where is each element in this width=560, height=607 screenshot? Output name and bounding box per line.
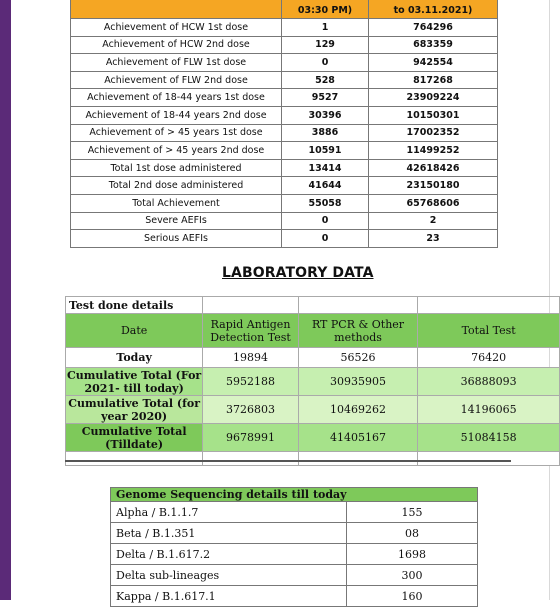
row-cumulative: 23150180	[369, 177, 498, 195]
row-today: 55058	[282, 194, 369, 212]
table-row	[66, 368, 560, 396]
row-label: Cumulative Total (For 2021- till today)	[67, 368, 202, 395]
row-rtpcr: 30935905	[298, 368, 418, 396]
laboratory-caption-row	[66, 297, 560, 314]
row-total: 76420	[418, 348, 560, 368]
row-label: Total Achievement	[71, 194, 282, 212]
variant-name: Alpha / B.1.1.7	[111, 502, 347, 523]
table-row	[71, 212, 498, 230]
table-row	[71, 230, 498, 248]
row-label: Today	[66, 348, 203, 368]
row-cumulative: 2	[369, 212, 498, 230]
variant-name: Beta / B.1.351	[111, 523, 347, 544]
table-row	[111, 565, 478, 586]
row-label: Achievement of 18-44 years 1st dose	[71, 89, 282, 107]
row-total: 51084158	[418, 424, 560, 452]
laboratory-table	[65, 296, 560, 466]
row-cumulative: 942554	[369, 54, 498, 72]
row-cumulative: 23909224	[369, 89, 498, 107]
variant-count: 1698	[347, 544, 478, 565]
row-today: 41644	[282, 177, 369, 195]
variant-count: 155	[347, 502, 478, 523]
row-cumulative: 65768606	[369, 194, 498, 212]
row-label: Severe AEFIs	[71, 212, 282, 230]
row-today: 0	[282, 212, 369, 230]
row-label: Total 2nd dose administered	[71, 177, 282, 195]
row-label: Achievement of FLW 1st dose	[71, 54, 282, 72]
variant-count: 300	[347, 565, 478, 586]
row-total: 36888093	[418, 368, 560, 396]
table-row	[71, 89, 498, 107]
row-today: 129	[282, 36, 369, 54]
variant-count: 08	[347, 523, 478, 544]
variant-name: Delta / B.1.617.2	[111, 544, 347, 565]
laboratory-data-title: LABORATORY DATA	[222, 265, 374, 281]
table-row	[111, 502, 478, 523]
vaccination-table	[70, 0, 498, 248]
row-total: 14196065	[418, 396, 560, 424]
row-label: Cumulative Total (for year 2020)	[66, 396, 203, 424]
spacer-row	[66, 452, 560, 466]
genome-header-row	[111, 488, 478, 502]
row-label: Cumulative Total (Tilldate)	[66, 424, 203, 452]
row-today: 1	[282, 19, 369, 37]
row-today: 0	[282, 230, 369, 248]
genome-title: Genome Sequencing details till today	[111, 488, 478, 502]
table-row	[71, 159, 498, 177]
table-row	[71, 177, 498, 195]
row-today: 3886	[282, 124, 369, 142]
laboratory-header-row	[66, 314, 560, 348]
column-header-rapid-antigen: Rapid Antigen Detection Test	[203, 314, 298, 348]
table-row	[71, 54, 498, 72]
column-header-rt-pcr: RT PCR & Other methods	[298, 314, 418, 348]
vaccination-header-label	[71, 0, 282, 19]
table-row	[111, 586, 478, 607]
table-row	[66, 348, 560, 368]
row-today: 10591	[282, 142, 369, 160]
table-row	[66, 424, 560, 452]
row-label: Achievement of HCW 1st dose	[71, 19, 282, 37]
left-border-line	[0, 0, 11, 600]
row-rtpcr: 10469262	[298, 396, 418, 424]
row-rapid: 19894	[203, 348, 298, 368]
vaccination-header-cumulative: to 03.11.2021)	[369, 0, 498, 19]
empty-cell	[298, 452, 418, 466]
row-label: Achievement of > 45 years 1st dose	[71, 124, 282, 142]
genome-table	[110, 487, 478, 607]
empty-cell	[418, 452, 560, 466]
row-rapid: 9678991	[203, 424, 298, 452]
row-label: Achievement of HCW 2nd dose	[71, 36, 282, 54]
row-today: 0	[282, 54, 369, 72]
row-label: Total 1st dose administered	[71, 159, 282, 177]
table-row	[71, 19, 498, 37]
row-label: Serious AEFIs	[71, 230, 282, 248]
row-today: 30396	[282, 106, 369, 124]
table-row	[66, 396, 560, 424]
table-row	[71, 142, 498, 160]
row-rtpcr: 41405167	[298, 424, 418, 452]
row-today: 13414	[282, 159, 369, 177]
row-cumulative: 23	[369, 230, 498, 248]
row-label: Achievement of FLW 2nd dose	[71, 71, 282, 89]
row-rapid: 3726803	[203, 396, 298, 424]
empty-cell	[418, 297, 560, 314]
row-label: Achievement of 18-44 years 2nd dose	[71, 106, 282, 124]
variant-count: 160	[347, 586, 478, 607]
empty-cell	[298, 297, 418, 314]
laboratory-caption: Test done details	[66, 297, 203, 314]
row-cumulative: 11499252	[369, 142, 498, 160]
row-today: 9527	[282, 89, 369, 107]
variant-name: Kappa / B.1.617.1	[111, 586, 347, 607]
row-cumulative: 17002352	[369, 124, 498, 142]
table-row	[111, 544, 478, 565]
table-row	[71, 124, 498, 142]
empty-cell	[66, 452, 203, 466]
row-cumulative: 10150301	[369, 106, 498, 124]
row-rtpcr: 56526	[298, 348, 418, 368]
row-cumulative: 683359	[369, 36, 498, 54]
empty-cell	[203, 297, 298, 314]
row-today: 528	[282, 71, 369, 89]
table-row	[71, 106, 498, 124]
vaccination-header-today: 03:30 PM)	[282, 0, 369, 19]
table-row	[71, 36, 498, 54]
row-rapid: 5952188	[203, 368, 298, 396]
column-header-date: Date	[66, 314, 203, 348]
row-cumulative: 764296	[369, 19, 498, 37]
vaccination-header-row	[71, 0, 498, 19]
empty-cell	[203, 452, 298, 466]
table-row	[71, 194, 498, 212]
table-row	[111, 523, 478, 544]
variant-name: Delta sub-lineages	[111, 565, 347, 586]
laboratory-bottom-rule	[65, 460, 511, 462]
row-label: Achievement of > 45 years 2nd dose	[71, 142, 282, 160]
column-header-total-test: Total Test	[418, 314, 560, 348]
row-cumulative: 817268	[369, 71, 498, 89]
row-cumulative: 42618426	[369, 159, 498, 177]
table-row	[71, 71, 498, 89]
